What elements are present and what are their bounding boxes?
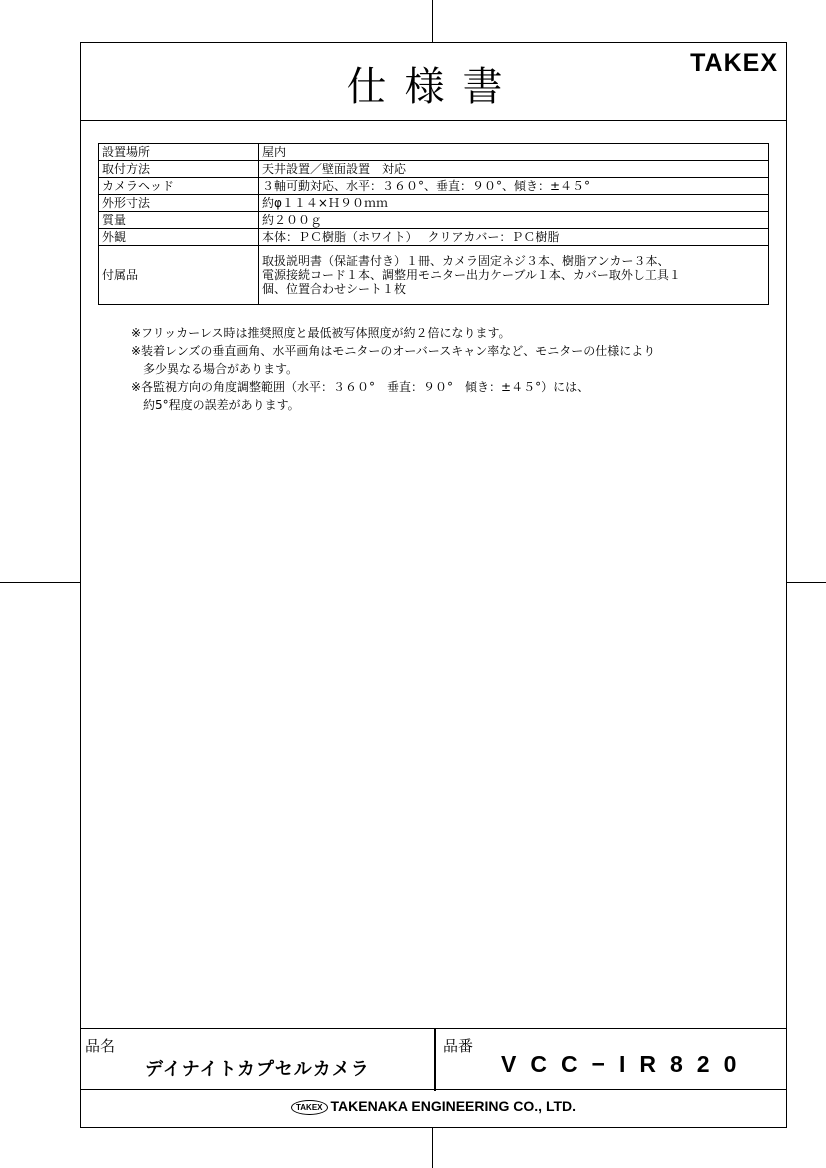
note-line: ※フリッカーレス時は推奨照度と最低被写体照度が約２倍になります。: [131, 326, 511, 340]
table-row: [99, 229, 769, 246]
table-row: [99, 144, 769, 161]
document-frame: [80, 42, 787, 1128]
note-line: 約5°程度の誤差があります。: [143, 398, 300, 412]
product-name-label: 品名: [85, 1037, 116, 1055]
spec-key: 外観: [99, 229, 259, 246]
note-line: ※装着レンズの垂直画角、水平画角はモニターのオーバースキャン率など、モニターの仕様により: [131, 344, 656, 358]
spec-value: [259, 246, 769, 305]
table-row: [99, 246, 769, 305]
document-title: 仕様書: [346, 64, 521, 110]
product-number-label: 品番: [443, 1037, 474, 1055]
crop-mark-top: [432, 0, 433, 42]
spec-key: 質量: [99, 212, 259, 229]
spec-key: 付属品: [99, 246, 259, 305]
spec-value: 約２００ｇ: [259, 212, 769, 229]
spec-key: 外形寸法: [99, 195, 259, 212]
spec-value: 天井設置／壁面設置 対応: [259, 161, 769, 178]
product-number: VCC−IR820: [501, 1051, 751, 1077]
spec-value: 屋内: [259, 144, 769, 161]
crop-mark-right: [787, 582, 826, 583]
footer: [81, 1028, 786, 1129]
note-line: 多少異なる場合があります。: [143, 362, 299, 376]
product-info-row: [81, 1028, 786, 1090]
table-row: [99, 212, 769, 229]
company-logo-icon: TAKEX: [291, 1100, 328, 1115]
spec-value-line: 電源接続コード１本、調整用モニター出力ケーブル１本、カバー取外し工具１: [262, 268, 681, 282]
product-name: デイナイトカプセルカメラ: [145, 1059, 370, 1080]
table-row: [99, 195, 769, 212]
company-line: [81, 1098, 786, 1115]
spec-key: 設置場所: [99, 144, 259, 161]
spec-value-line: 取扱説明書（保証書付き）１冊、カメラ固定ネジ３本、樹脂アンカー３本、: [262, 254, 670, 268]
spec-value: 本体：ＰＣ樹脂（ホワイト） クリアカバー：ＰＣ樹脂: [259, 229, 769, 246]
table-row: [99, 161, 769, 178]
spec-key: カメラヘッド: [99, 178, 259, 195]
document-header: [81, 43, 786, 121]
table-row: [99, 178, 769, 195]
brand-logo: TAKEX: [690, 49, 778, 77]
spec-table: [98, 143, 769, 305]
spec-value-line: 個、位置合わせシート１枚: [262, 282, 407, 296]
company-name: TAKENAKA ENGINEERING CO., LTD.: [330, 1098, 577, 1114]
spec-key: 取付方法: [99, 161, 259, 178]
divider: [434, 1029, 436, 1091]
spec-value: 約φ１１４×Ｈ９０ｍｍ: [259, 195, 769, 212]
crop-mark-left: [0, 582, 80, 583]
notes: [131, 324, 655, 414]
spec-value: ３軸可動対応、水平：３６０°、垂直：９０°、傾き：±４５°: [259, 178, 769, 195]
crop-mark-bottom: [432, 1128, 433, 1168]
note-line: ※各監視方向の角度調整範囲（水平：３６０° 垂直：９０° 傾き：±４５°）には、: [131, 380, 590, 394]
